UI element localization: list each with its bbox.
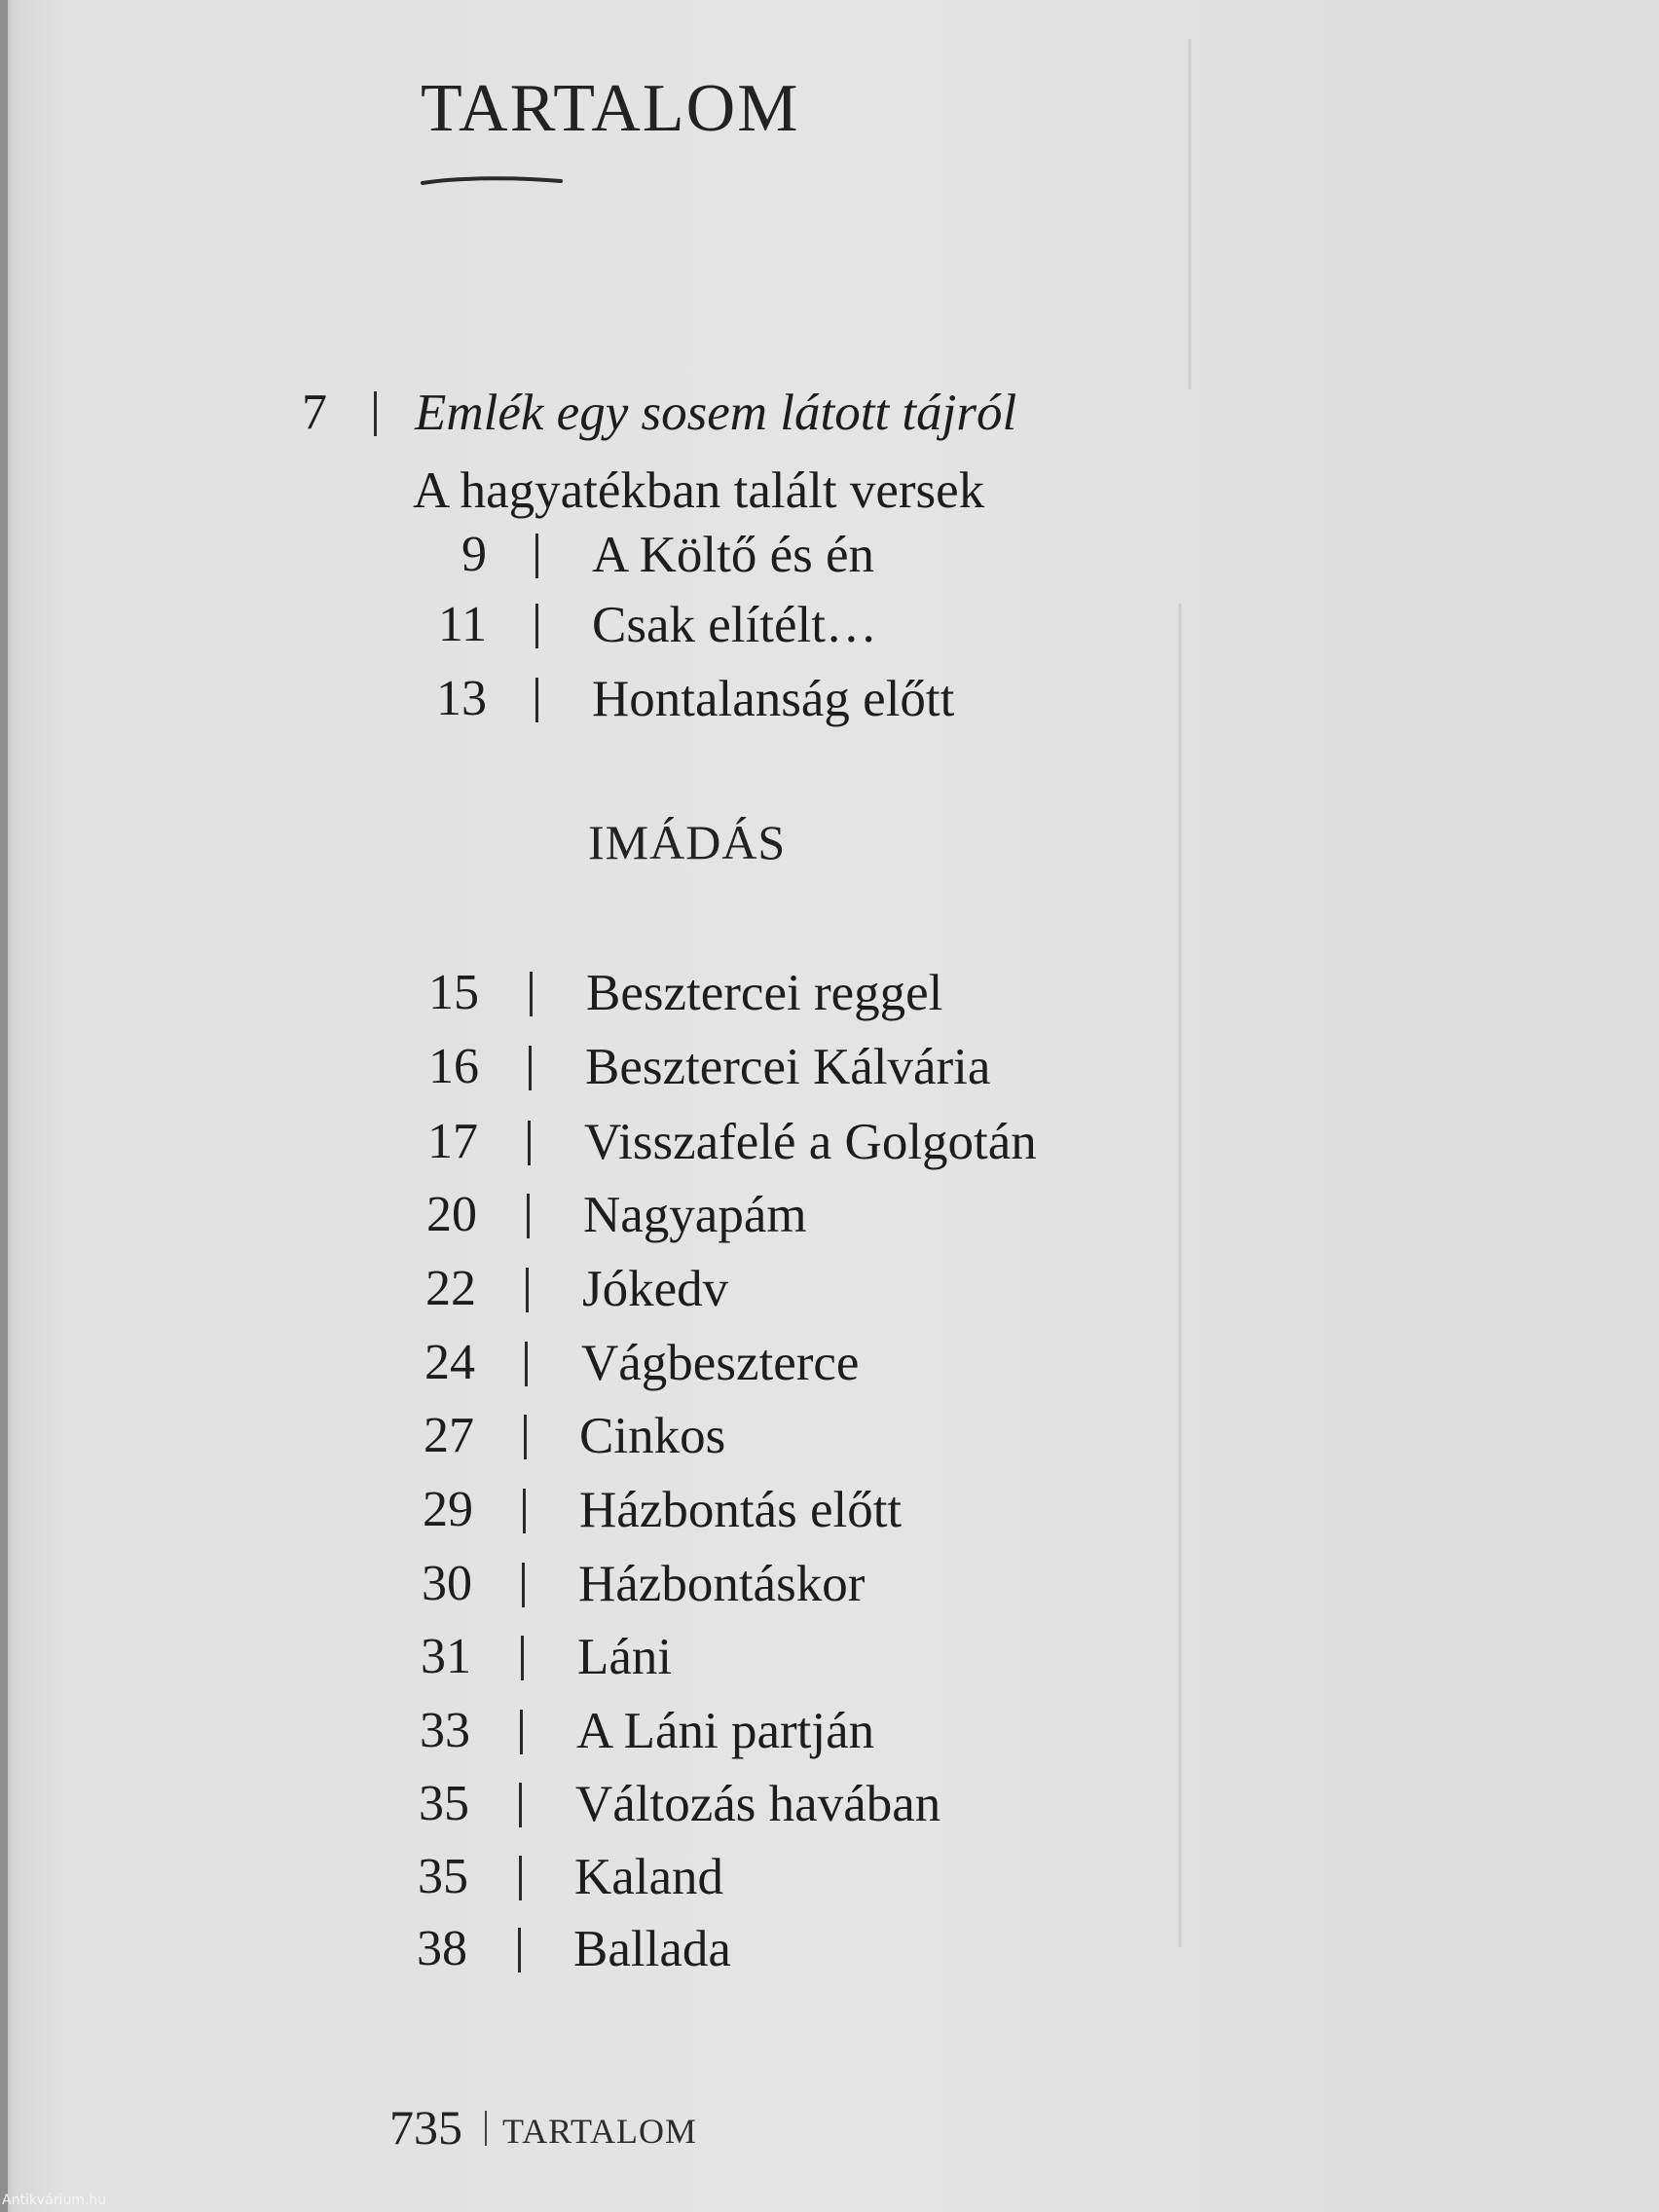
toc-separator xyxy=(519,1783,522,1827)
toc-entry-title: Besztercei reggel xyxy=(586,965,943,1021)
toc-entry[interactable] xyxy=(0,1038,1659,1106)
toc-entry-page: 24 xyxy=(424,1335,475,1390)
toc-separator xyxy=(535,678,538,722)
toc-entry-page: 38 xyxy=(417,1921,467,1976)
toc-entry-title: Vágbeszterce xyxy=(581,1335,860,1391)
toc-entry-title: Cinkos xyxy=(579,1408,726,1464)
toc-entry-page: 9 xyxy=(461,527,487,582)
toc-entry-title: Hontalanság előtt xyxy=(592,671,955,727)
toc-separator xyxy=(522,1563,525,1607)
toc-entry[interactable] xyxy=(0,1407,1659,1475)
toc-entry[interactable] xyxy=(0,1481,1659,1549)
toc-separator xyxy=(528,1121,531,1165)
toc-entry-page: 27 xyxy=(424,1408,474,1463)
toc-separator xyxy=(524,1415,527,1459)
toc-entry[interactable] xyxy=(0,1628,1659,1696)
toc-entry-title: Kaland xyxy=(574,1849,724,1905)
toc-entry-page: 30 xyxy=(422,1556,472,1611)
page-title: TARTALOM xyxy=(421,71,800,146)
footer-running-head: TARTALOM xyxy=(502,2112,698,2151)
footer-page-number: 735 xyxy=(389,2100,462,2155)
toc-entry-title: Besztercei Kálvária xyxy=(585,1039,991,1095)
toc-entry[interactable] xyxy=(0,964,1659,1032)
toc-entry-page: 11 xyxy=(437,597,487,652)
toc-separator xyxy=(530,972,533,1016)
toc-separator xyxy=(523,1489,526,1533)
toc-subheading: A hagyatékban talált versek xyxy=(413,462,985,519)
toc-entry-page: 35 xyxy=(419,1776,469,1831)
toc-separator xyxy=(374,391,377,436)
title-underline-ornament xyxy=(421,173,563,189)
toc-entry-page: 22 xyxy=(425,1261,476,1316)
toc-separator xyxy=(518,1928,521,1972)
toc-entry[interactable] xyxy=(0,1186,1659,1254)
footer-separator xyxy=(485,2111,487,2146)
toc-entry[interactable] xyxy=(0,1775,1659,1843)
toc-entry-title: Láni xyxy=(577,1629,673,1685)
toc-entry-title: A Láni partján xyxy=(576,1703,875,1759)
toc-entry[interactable] xyxy=(0,670,1659,738)
toc-entry-page: 35 xyxy=(418,1849,468,1904)
toc-entry-page: 31 xyxy=(421,1629,471,1684)
toc-entry[interactable] xyxy=(0,1260,1659,1328)
toc-entry[interactable] xyxy=(0,1113,1659,1181)
toc-entry[interactable] xyxy=(0,596,1659,664)
toc-entry[interactable] xyxy=(0,1334,1659,1402)
toc-entry-title: Házbontáskor xyxy=(578,1556,866,1612)
toc-separator xyxy=(535,534,538,578)
toc-separator xyxy=(529,1046,532,1090)
toc-entry[interactable] xyxy=(0,1555,1659,1623)
toc-separator xyxy=(520,1710,523,1754)
toc-entry-title: Nagyapám xyxy=(583,1187,807,1243)
toc-entry-page: 33 xyxy=(420,1703,470,1758)
toc-entry-page: 13 xyxy=(436,671,487,726)
toc-entry-page: 29 xyxy=(423,1482,473,1537)
toc-entry-title: Emlék egy sosem látott tájról xyxy=(415,385,1017,441)
toc-entry[interactable] xyxy=(0,1702,1659,1770)
toc-entry-title: Csak elítélt… xyxy=(592,597,877,653)
section-heading: IMÁDÁS xyxy=(588,815,787,869)
toc-entry-title: Házbontás előtt xyxy=(579,1482,903,1538)
toc-entry-title: Ballada xyxy=(573,1921,731,1977)
toc-entry[interactable] xyxy=(0,526,1659,594)
toc-separator xyxy=(526,1268,529,1312)
toc-separator xyxy=(519,1856,522,1900)
watermark: Antikvárium.hu xyxy=(2,2193,107,2208)
toc-entry-page: 7 xyxy=(302,385,327,440)
toc-entry-title: Változás havában xyxy=(575,1776,941,1832)
toc-entry-page: 15 xyxy=(428,965,479,1020)
toc-separator xyxy=(521,1636,524,1680)
toc-entry[interactable] xyxy=(0,1848,1659,1916)
toc-separator xyxy=(527,1194,530,1238)
toc-entry-title: Jókedv xyxy=(582,1261,729,1317)
toc-entry[interactable] xyxy=(0,384,1659,452)
toc-entry-page: 17 xyxy=(427,1114,478,1169)
toc-entry[interactable] xyxy=(0,1920,1659,1988)
toc-separator xyxy=(535,604,538,648)
toc-entry-title: Visszafelé a Golgotán xyxy=(584,1114,1037,1170)
toc-separator xyxy=(525,1342,528,1386)
toc-entry-title: A Költő és én xyxy=(592,527,874,583)
toc-entry-page: 20 xyxy=(426,1187,477,1242)
toc-entry-page: 16 xyxy=(428,1039,479,1094)
